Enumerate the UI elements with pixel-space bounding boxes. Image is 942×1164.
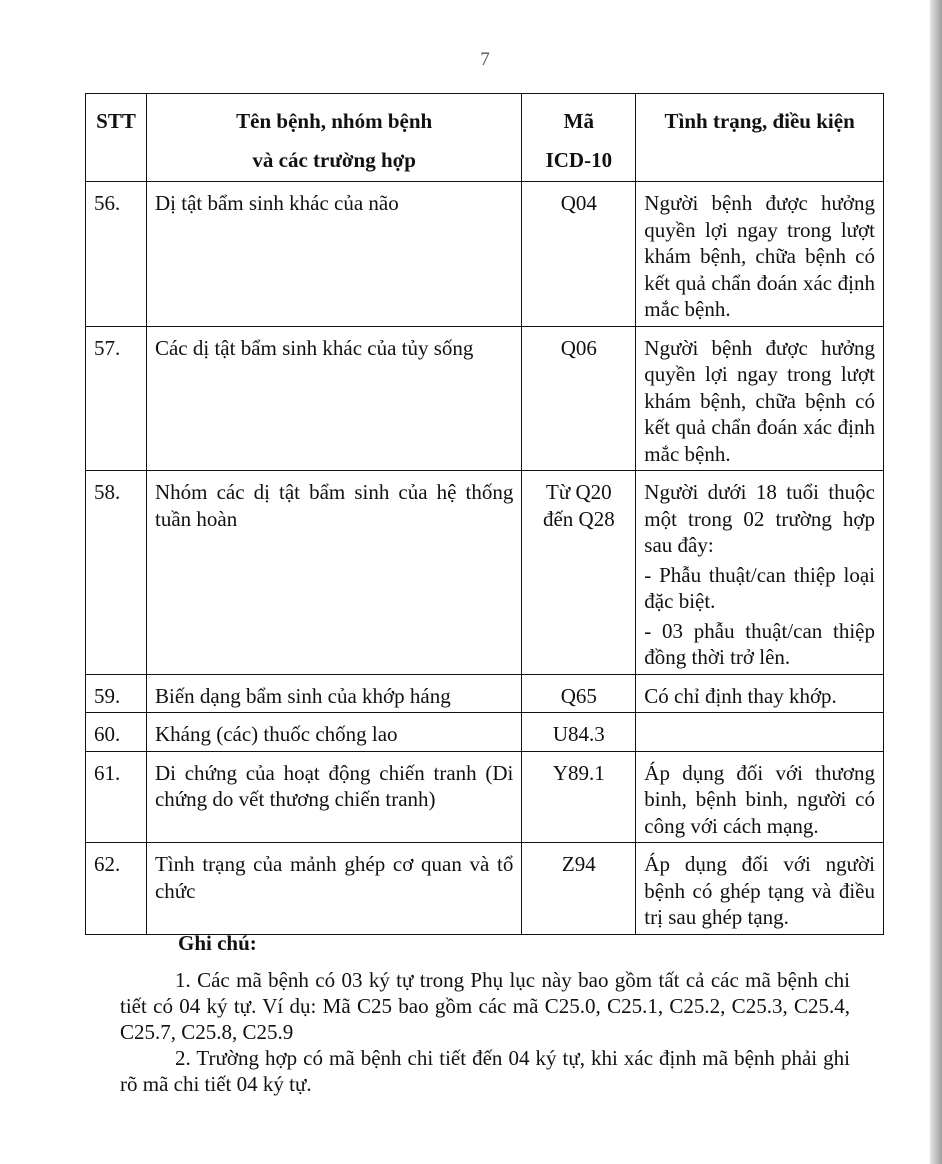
header-disease-name-line1: Tên bệnh, nhóm bệnh [236,109,433,133]
condition-paragraph: Người bệnh được hưởng quyền lợi ngay trong lượt khám bệnh, chữa bệnh có kết quả chẩn đoán xác định mắc bệnh. [644,191,875,321]
row-icd-code: Q04 [522,182,636,327]
row-stt: 58. [86,471,147,675]
row-condition [636,843,884,935]
header-icd-code-line1: Mã [563,109,594,133]
row-icd-code: U84.3 [522,713,636,752]
row-condition [636,182,884,327]
row-icd-code: Y89.1 [522,751,636,843]
header-icd-code [522,94,636,182]
page-edge-shadow [930,0,942,1164]
row-condition [636,674,884,713]
row-stt: 59. [86,674,147,713]
row-stt: 60. [86,713,147,752]
header-disease-name-line2: và các trường hợp [252,147,416,172]
row-disease-name: Kháng (các) thuốc chống lao [146,713,521,752]
condition-paragraph: Có chỉ định thay khớp. [644,683,837,708]
condition-paragraph: Áp dụng đối với thương binh, bệnh binh, người có công với cách mạng. [644,760,875,838]
row-icd-code: Q06 [522,326,636,471]
table-row [86,843,884,935]
row-condition [636,713,884,752]
header-condition: Tình trạng, điều kiện [636,94,884,182]
table-row [86,674,884,713]
table-body [86,182,884,935]
icd-disease-table [85,93,884,935]
row-condition [636,471,884,675]
table-row [86,182,884,327]
row-condition [636,751,884,843]
row-disease-name: Nhóm các dị tật bẩm sinh của hệ thống tuần hoàn [146,471,521,675]
row-disease-name: Di chứng của hoạt động chiến tranh (Di chứng do vết thương chiến tranh) [146,751,521,843]
header-disease-name [146,94,521,182]
table-row [86,326,884,471]
notes-section [120,930,850,1097]
row-stt: 62. [86,843,147,935]
row-disease-name: Các dị tật bẩm sinh khác của tủy sống [146,326,521,471]
row-disease-name: Biến dạng bẩm sinh của khớp háng [146,674,521,713]
header-stt: STT [86,94,147,182]
row-stt: 57. [86,326,147,471]
condition-paragraph: Áp dụng đối với người bệnh có ghép tạng và điều trị sau ghép tạng. [644,852,875,929]
row-stt: 56. [86,182,147,327]
table-row [86,471,884,675]
table-row [86,713,884,752]
notes-title: Ghi chú: [178,931,257,955]
row-condition [636,326,884,471]
note-item: 1. Các mã bệnh có 03 ký tự trong Phụ lục này bao gồm tất cả các mã bệnh chi tiết có 04 ký tự. Ví dụ: Mã C25 bao gồm các mã C25.0, C25.1, C25.2, C25.3, C25.4, C25.7, C25.8, C25.9 [120,968,850,1044]
note-item: 2. Trường hợp có mã bệnh chi tiết đến 04 ký tự, khi xác định mã bệnh phải ghi rõ mã chi tiết 04 ký tự. [120,1046,850,1096]
condition-paragraph: Người bệnh được hưởng quyền lợi ngay trong lượt khám bệnh, chữa bệnh có kết quả chẩn đoán xác định mắc bệnh. [644,335,875,466]
condition-paragraph: - 03 phẫu thuật/can thiệp đồng thời trở lên. [644,618,875,669]
row-icd-code: Q65 [522,674,636,713]
page-number: 7 [480,49,490,70]
condition-paragraph: Người dưới 18 tuổi thuộc một trong 02 trường hợp sau đây: [644,480,875,557]
condition-paragraph: - Phẫu thuật/can thiệp loại đặc biệt. [644,562,875,613]
header-icd-code-line2: ICD-10 [545,147,613,172]
row-icd-code: Từ Q20 đến Q28 [522,471,636,675]
table-row [86,751,884,843]
row-disease-name: Dị tật bẩm sinh khác của não [146,182,521,327]
table-header-row [86,94,884,182]
row-icd-code: Z94 [522,843,636,935]
row-disease-name: Tình trạng của mảnh ghép cơ quan và tổ chức [146,843,521,935]
row-stt: 61. [86,751,147,843]
